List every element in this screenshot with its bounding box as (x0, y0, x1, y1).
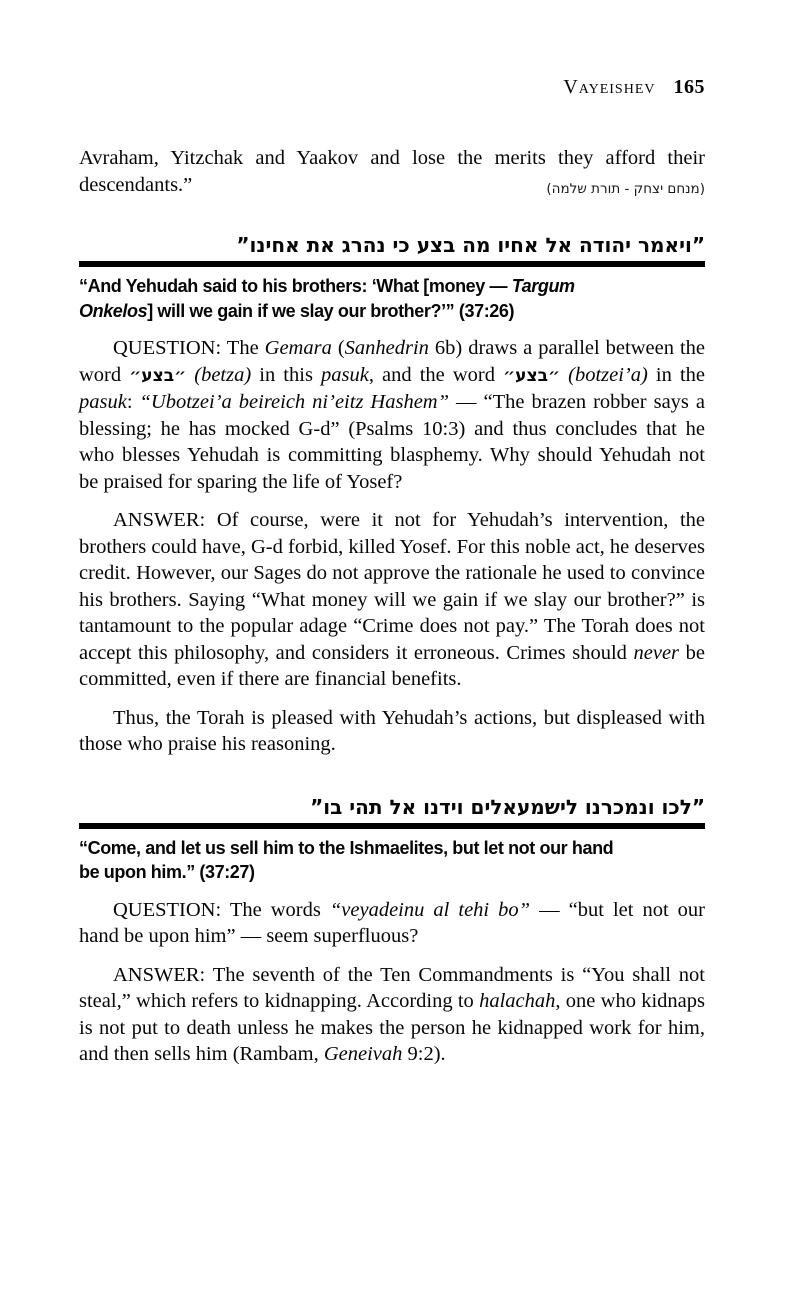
parsha-title: Vayeishev (563, 76, 656, 98)
verse-translation-header: “Come, and let us sell him to the Ishmaelites, but let not our hand be upon him.” (37:27) (79, 837, 614, 882)
commentary-section-2 (79, 795, 705, 1068)
commentary-section-1 (79, 233, 705, 758)
hebrew-verse-header: ”ויאמר יהודה אל אחיו מה בצע כי נהרג את אחינו” (236, 233, 705, 257)
conclusion-paragraph: Thus, the Torah is pleased with Yehudah’s actions, but displeased with those who praise his reasoning. (79, 706, 705, 755)
section-divider-rule (79, 261, 705, 267)
hebrew-source-citation: (מנחם יצחק - תורת שלמה) (546, 181, 705, 197)
answer-paragraph: ANSWER: Of course, were it not for Yehudah’s intervention, the brothers could have, G-d forbid, killed Yosef. For this noble act, he deserves credit. However, our Sages do not approve the rationale he used to convince his brothers. Saying “What money will we gain if we slay our brother?” is tantamount to the popular adage “Crime does not pay.” The Torah does not accept this philosophy, and considers it erroneous. Crimes should never be committed, even if there are financial benefits. (79, 509, 705, 690)
text-column (79, 0, 705, 1068)
hebrew-verse-header: ”לכו ונמכרנו לישמעאלים וידנו אל תהי בו” (310, 794, 705, 819)
page-header (79, 76, 705, 98)
continuation-paragraph: Avraham, Yitzchak and Yaakov and lose the merits they afford their descendants.” (79, 147, 705, 196)
answer-paragraph: ANSWER: The seventh of the Ten Commandments is “You shall not steal,” which refers to kidnapping. According to halachah, one who kidnaps is not put to death unless he makes the person he kidnapped work for him, and then sells him (Rambam, Geneivah 9:2). (79, 963, 705, 1065)
page-number: 165 (673, 76, 705, 98)
question-paragraph: QUESTION: The Gemara (Sanhedrin 6b) draws a parallel between the word ״בצע״ (betza) in this pasuk, and the word ״בצע״ (botzei’a) in the pasuk: “Ubotzei’a beireich ni’eitz Hashem” — “The brazen robber says a blessing; he has mocked G-d” (Psalms 10:3) and thus concludes that he who blesses Yehudah is committing blasphemy. Why should Yehudah not be praised for sparing the life of Yosef? (79, 337, 706, 493)
verse-translation-header: “And Yehudah said to his brothers: ‘What [money — Targum Onkelos] will we gain if we slay our brother?’” (37:26) (79, 276, 575, 321)
question-paragraph: QUESTION: The words “veyadeinu al tehi bo” — “but let not our hand be upon him” — seem superfluous? (79, 898, 706, 947)
section-divider-rule (79, 823, 705, 829)
